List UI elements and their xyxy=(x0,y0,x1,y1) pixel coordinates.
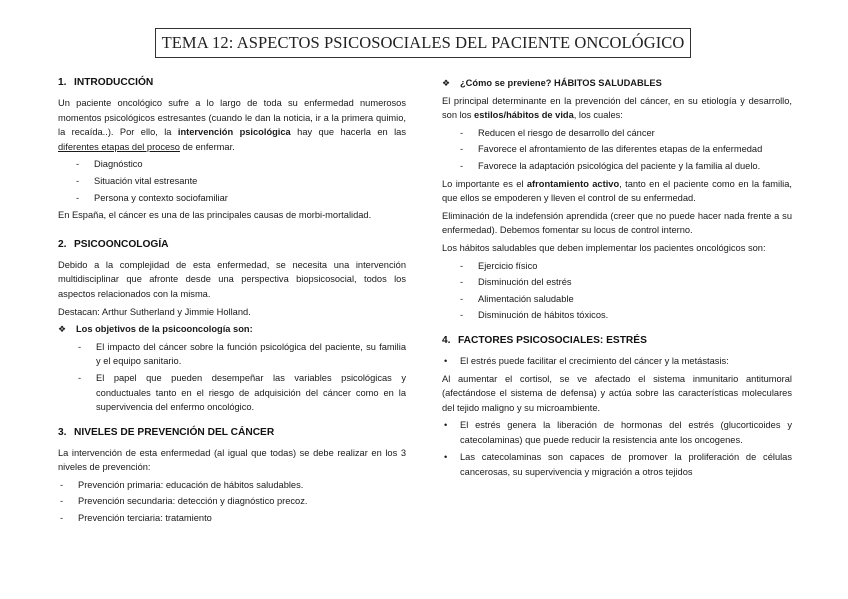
list-item: - Prevención primaria: educación de hábitos saludables. xyxy=(58,478,406,493)
list-item: • El estrés puede facilitar el crecimiento del cáncer y la metástasis: xyxy=(442,354,792,369)
section-heading-prevencion xyxy=(58,426,406,440)
list-item: - El papel que pueden desempeñar las variables psicológicas y conductuales tanto en el riesgo de adquisición del cáncer como en la supervivencia del enfermo oncológico. xyxy=(58,371,406,415)
list-item: - Reducen el riesgo de desarrollo del cáncer xyxy=(442,126,792,141)
objectives-label-text: Los objetivos de la psicooncología son: xyxy=(76,324,253,335)
section-title: NIVELES DE PREVENCIÓN DEL CÁNCER xyxy=(74,426,275,438)
section-number: 1. xyxy=(58,77,67,88)
text-run: Lo importante es el xyxy=(442,178,527,189)
list-item: • El estrés genera la liberación de hormonas del estrés (glucorticoides y catecolaminas) que puede reducir la resistencia ante los oncogenes. xyxy=(442,418,792,447)
paragraph-indefension: Eliminación de la indefensión aprendida (creer que no puede hacer nada frente a su enfermedad). Debemos fomentar su locus de control interno. xyxy=(442,210,792,236)
text-run: , tanto en el paciente como en la familia, que ellos se empoderen y lleven el control de su enfermedad. xyxy=(442,178,793,204)
diamond-bullet-icon: ❖ xyxy=(58,324,67,335)
section-heading-estres xyxy=(442,334,792,348)
stress-bullet-list xyxy=(442,418,792,479)
intro-stage-list xyxy=(58,157,406,205)
bold-text: intervención psicológica xyxy=(177,127,291,138)
prevention-list xyxy=(58,478,406,526)
underlined-text: diferentes etapas del proceso xyxy=(58,141,180,152)
section-title: PSICOONCOLOGÍA xyxy=(74,238,169,250)
text-run: , los cuales: xyxy=(573,110,623,121)
objectives-list xyxy=(58,340,406,415)
list-item: - Alimentación saludable xyxy=(442,292,792,307)
paragraph-afrontamiento xyxy=(442,177,792,206)
healthy-habits-list xyxy=(442,259,792,323)
left-column xyxy=(58,76,406,529)
list-item: - Diagnóstico xyxy=(58,157,406,172)
paragraph-habitos: Los hábitos saludables que deben implementar los pacientes oncológicos son: xyxy=(442,242,766,253)
section-title: FACTORES PSICOSOCIALES: ESTRÉS xyxy=(458,334,647,346)
section-heading-introduccion xyxy=(58,76,406,90)
list-item: - Favorece la adaptación psicológica del paciente y la familia al duelo. xyxy=(442,159,792,174)
page-title: TEMA 12: ASPECTOS PSICOSOCIALES DEL PACIENTE ONCOLÓGICO xyxy=(155,28,691,58)
section-heading-psicooncologia xyxy=(58,238,406,252)
list-item: - Ejercicio físico xyxy=(442,259,792,274)
text-run: de enfermar. xyxy=(179,141,235,152)
section-number: 2. xyxy=(58,238,67,250)
text-run: El principal determinante en la prevención del cáncer, en su etiología y desarrollo, son los xyxy=(442,95,792,121)
list-item: - Prevención secundaria: detección y diagnóstico precoz. xyxy=(58,494,406,509)
paragraph-prevencion: La intervención de esta enfermedad (al igual que todas) se debe realizar en los 3 niveles de prevención: xyxy=(58,447,406,473)
section-number: 3. xyxy=(58,426,67,438)
list-item: - El impacto del cáncer sobre la función psicológica del paciente, su familia y el equipo sanitario. xyxy=(58,340,406,369)
section-number: 4. xyxy=(442,334,451,346)
paragraph-intro xyxy=(58,96,406,154)
habits-effects-list xyxy=(442,126,792,174)
list-item: - Persona y contexto sociofamiliar xyxy=(58,191,406,206)
list-item: - Disminución del estrés xyxy=(442,275,792,290)
list-item: - Disminución de hábitos tóxicos. xyxy=(442,308,792,323)
paragraph-spain: En España, el cáncer es una de las principales causas de morbi-mortalidad. xyxy=(58,210,372,221)
habits-heading-text: ¿Cómo se previene? HÁBITOS SALUDABLES xyxy=(460,78,662,88)
list-item: - Prevención terciaria: tratamiento xyxy=(58,511,406,526)
paragraph-cortisol: Al aumentar el cortisol, se ve afectado el sistema inmunitario antitumoral (afectándose el sistema de defensa) y actúa sobre las características moleculares del tejido maligno y su microambiente. xyxy=(442,373,792,413)
list-item: - Situación vital estresante xyxy=(58,174,406,189)
bold-text: afrontamiento activo xyxy=(526,178,620,189)
stress-bullet-intro xyxy=(442,354,792,369)
paragraph-determinante xyxy=(442,94,792,123)
list-item: - Favorece el afrontamiento de las diferentes etapas de la enfermedad xyxy=(442,142,792,157)
right-column xyxy=(442,76,792,483)
paragraph-destacan: Destacan: Arthur Sutherland y Jimmie Holland. xyxy=(58,306,251,317)
diamond-bullet-icon: ❖ xyxy=(442,78,451,88)
bold-text: estilos/hábitos de vida xyxy=(474,110,574,121)
habits-heading xyxy=(442,76,792,91)
text-run: hay que hacerla en las xyxy=(290,127,406,138)
paragraph-psicooncologia: Debido a la complejidad de esta enfermedad, se necesita una intervención multidisciplinar que afronte desde una perspectiva biopsicosocial, todos los aspectos relacionados con la misma. xyxy=(58,259,406,299)
text-run: Un paciente oncológico sufre a lo largo de toda su enfermedad numerosos momentos psicológicos estresantes (cuando le dan la noticia, ir a la primera quimio, la recaída..). Por ello, la xyxy=(58,98,406,138)
section-title: INTRODUCCIÓN xyxy=(74,77,154,88)
list-item: • Las catecolaminas son capaces de promover la proliferación de células cancerosas, su supervivencia y migración a otros tejidos xyxy=(442,450,792,479)
objectives-label xyxy=(58,322,406,337)
